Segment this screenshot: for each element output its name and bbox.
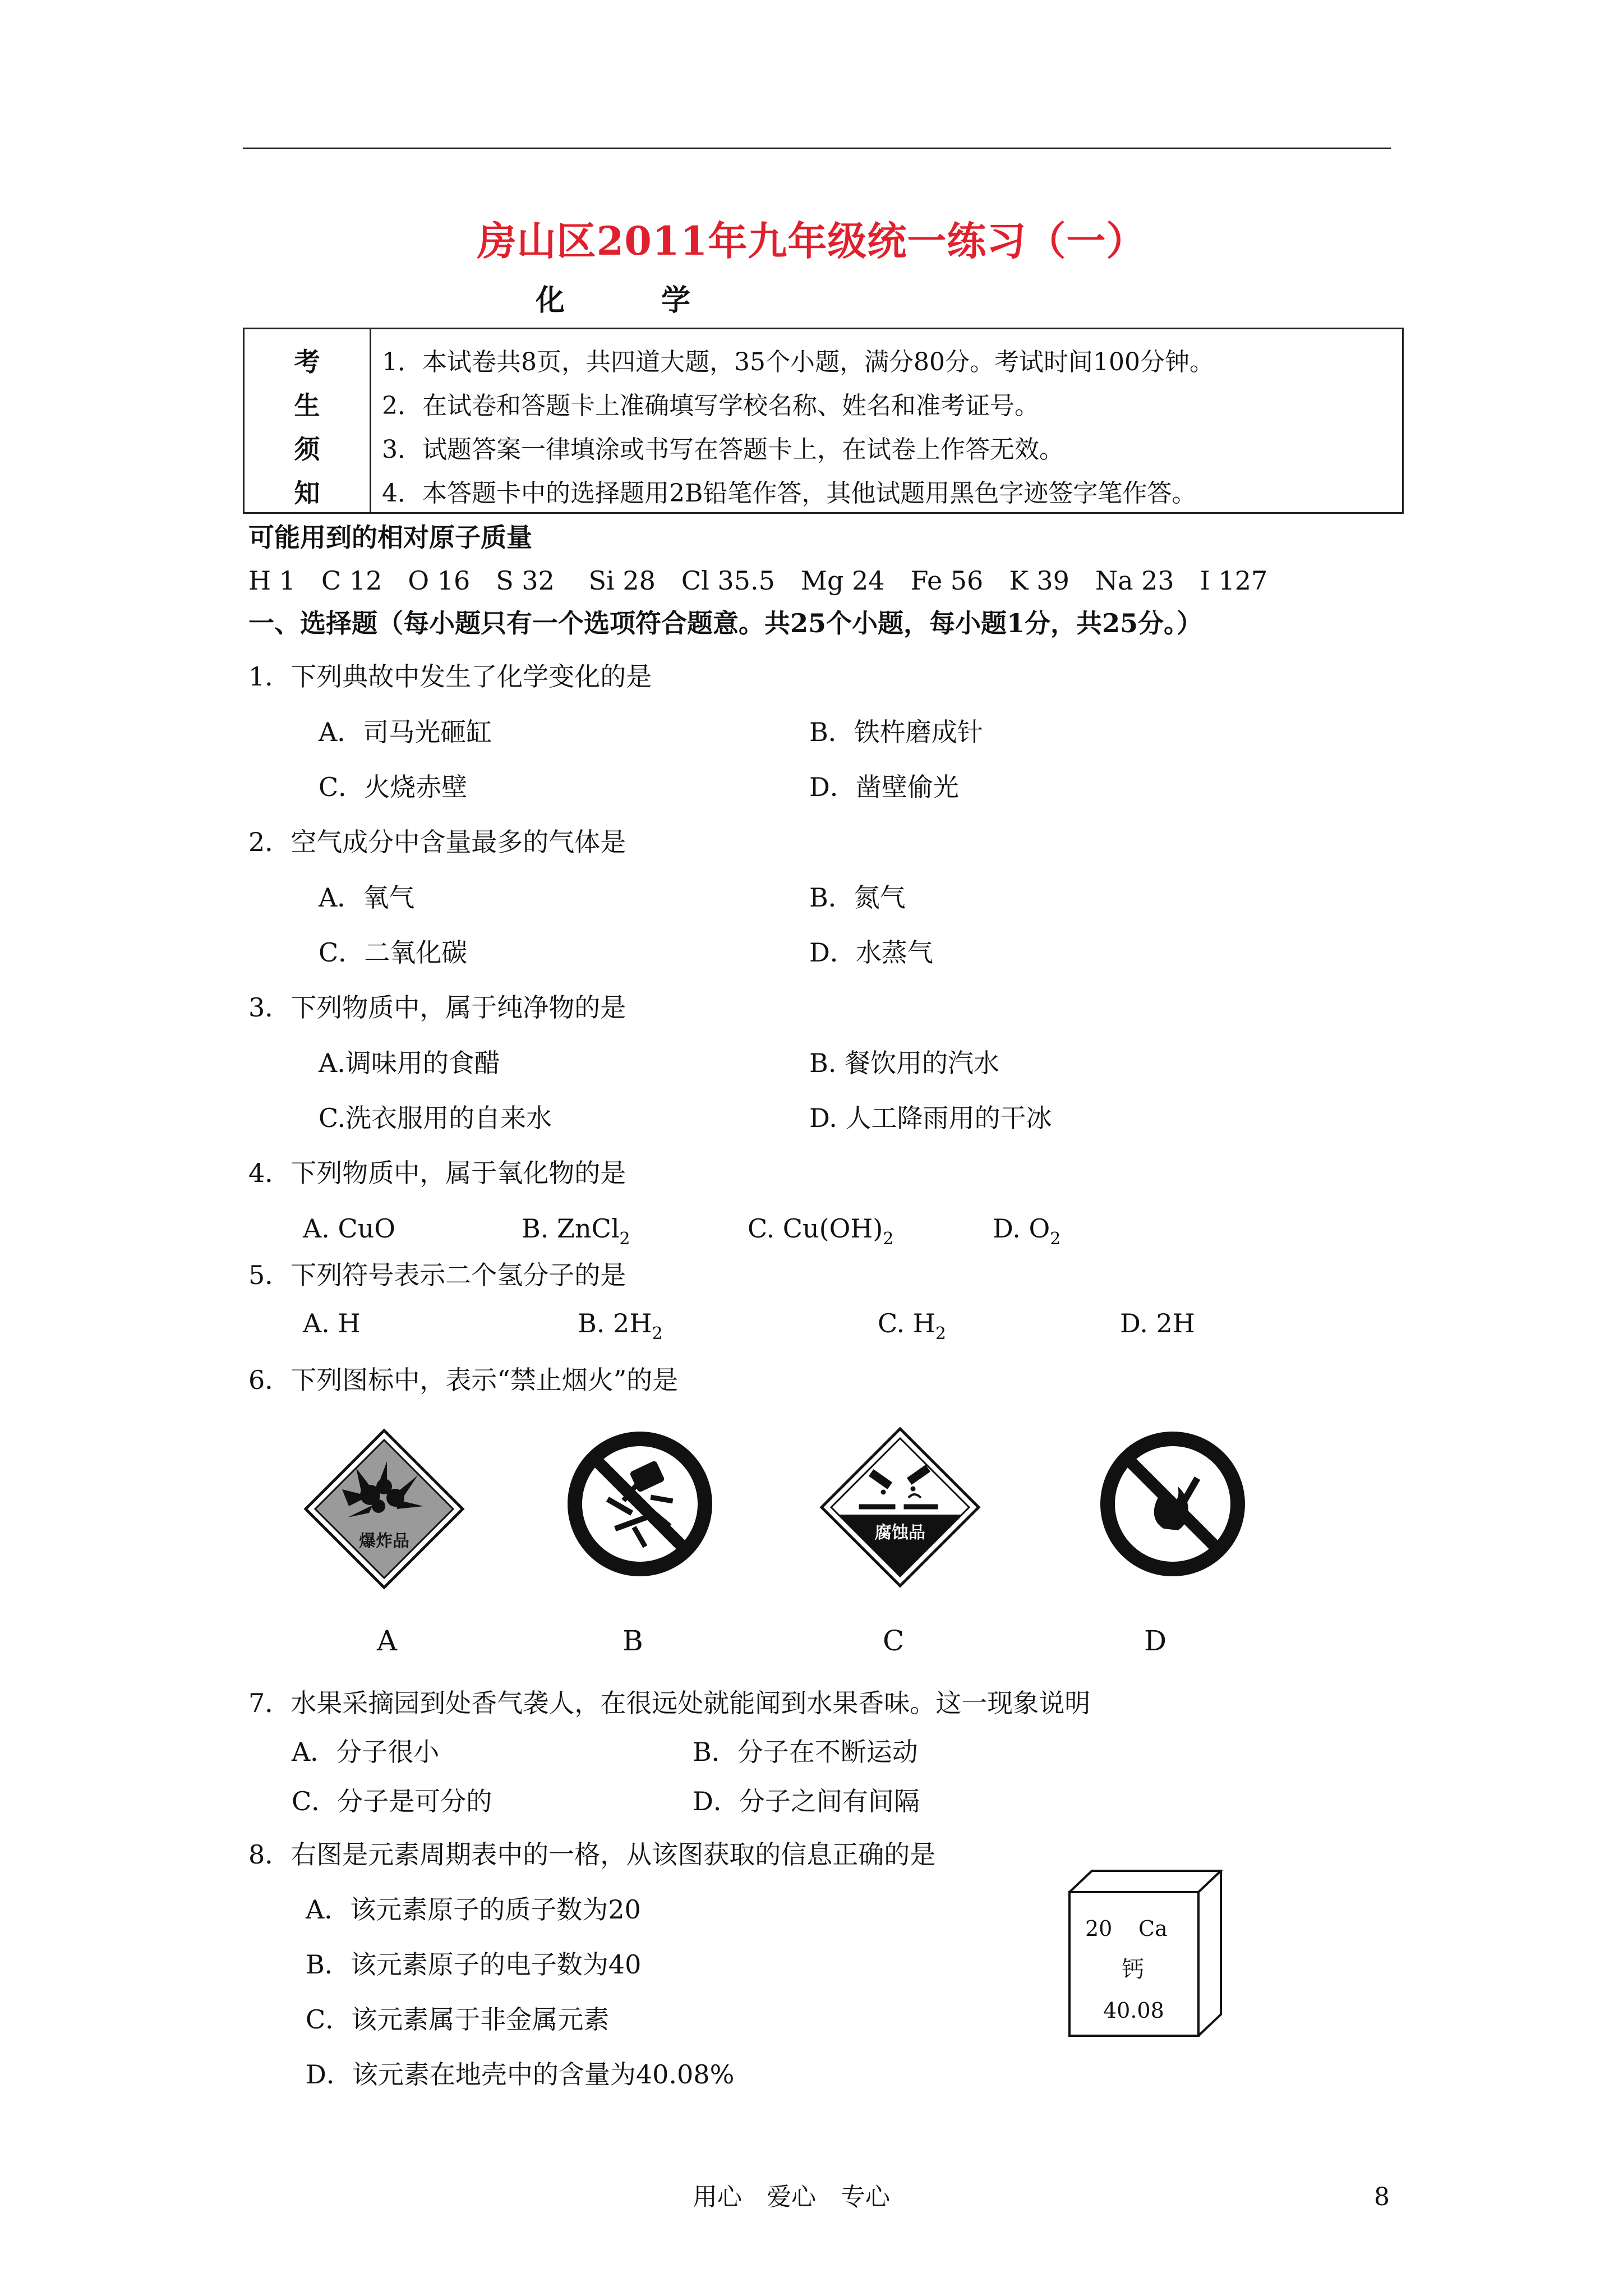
notice-label-char: 须 xyxy=(294,434,320,464)
question-stem: 3．下列物质中，属于纯净物的是 xyxy=(248,992,626,1023)
notice-item: 2．在试卷和答题卡上准确填写学校名称、姓名和准考证号。 xyxy=(382,392,1039,420)
option-b: B．氮气 xyxy=(809,882,906,913)
atomic-mass-list: H 1 C 12 O 16 S 32 Si 28 Cl 35.5 Mg 24 Fe 56 K 39 Na 23 I 127 xyxy=(248,565,1268,596)
sign-label-b: B xyxy=(623,1625,643,1657)
option-c: C．火烧赤壁 xyxy=(319,772,468,802)
option-d: D．水蒸气 xyxy=(809,937,933,968)
option-b: B．分子在不断运动 xyxy=(693,1737,918,1767)
corrosive-hazard-sign xyxy=(819,1426,981,1589)
sign-label-c: C xyxy=(883,1625,905,1657)
option-d: D．该元素在地壳中的含量为40.08% xyxy=(306,2059,735,2090)
option-d: D．凿壁偷光 xyxy=(809,772,959,802)
notice-label-char: 考 xyxy=(294,347,320,377)
notice-label-char: 生 xyxy=(294,390,320,421)
atomic-number: 20 xyxy=(1085,1916,1113,1941)
question-stem: 2．空气成分中含量最多的气体是 xyxy=(248,827,626,857)
question-stem: 5．下列符号表示二个氢分子的是 xyxy=(248,1260,626,1290)
page-title: 房山区2011年九年级统一练习（一） xyxy=(477,218,1146,264)
question-stem: 6．下列图标中，表示“禁止烟火”的是 xyxy=(248,1365,679,1395)
sign-label-d: D xyxy=(1144,1625,1167,1657)
option-b: B．铁杵磨成针 xyxy=(809,717,983,747)
no-open-flame-sign xyxy=(1099,1430,1246,1577)
question-stem: 1．下列典故中发生了化学变化的是 xyxy=(248,661,652,692)
option-c: C．该元素属于非金属元素 xyxy=(306,2004,610,2035)
exam-notice-box xyxy=(243,328,1404,514)
sign-label-a: A xyxy=(377,1625,398,1657)
option-a: A. H xyxy=(303,1308,361,1338)
atomic-mass: 40.08 xyxy=(1103,1998,1164,2023)
no-fireworks-sign xyxy=(566,1430,713,1577)
option-c: C. $H_2$ xyxy=(878,1308,947,1343)
notice-label-char: 知 xyxy=(294,478,320,508)
option-b: B. 餐饮用的汽水 xyxy=(809,1048,1000,1078)
option-c: C. $Cu(OH)_2$ xyxy=(748,1213,894,1249)
option-d: D. 人工降雨用的干冰 xyxy=(809,1103,1052,1133)
option-a: A．司马光砸缸 xyxy=(319,717,492,747)
option-d: D. $O_2$ xyxy=(993,1213,1061,1249)
section-heading: 一、选择题（每小题只有一个选项符合题意。共25个小题，每小题1分，共25分。） xyxy=(248,608,1203,638)
option-b: B. ZnCl$_2$ xyxy=(522,1213,630,1249)
option-b: B．该元素原子的电子数为40 xyxy=(306,1949,642,1980)
option-c: C．二氧化碳 xyxy=(319,937,468,968)
footer-motto: 用心 爱心 专心 xyxy=(693,2183,890,2211)
notice-item: 4．本答题卡中的选择题用2B铅笔作答，其他试题用黑色字迹签字笔作答。 xyxy=(382,479,1197,508)
option-d: D．分子之间有间隔 xyxy=(693,1786,920,1816)
option-c: C.洗衣服用的自来水 xyxy=(319,1103,552,1133)
header-rule xyxy=(243,148,1391,149)
option-a: A．氧气 xyxy=(319,882,415,913)
question-stem: 7．水果采摘园到处香气袭人，在很远处就能闻到水果香味。这一现象说明 xyxy=(248,1688,1091,1718)
notice-label xyxy=(245,329,371,512)
notice-item: 3．试题答案一律填涂或书写在答题卡上，在试卷上作答无效。 xyxy=(382,435,1064,464)
option-c: C．分子是可分的 xyxy=(292,1786,492,1816)
option-a: A. CuO xyxy=(303,1213,395,1244)
sign-a-text: 爆炸品 xyxy=(359,1531,409,1551)
notice-item: 1．本试卷共8页，共四道大题，35个小题，满分80分。考试时间100分钟。 xyxy=(382,348,1214,376)
element-symbol: Ca xyxy=(1138,1916,1168,1941)
option-d: D. 2H xyxy=(1120,1308,1195,1338)
option-a: A．该元素原子的质子数为20 xyxy=(306,1894,641,1925)
page-number: 8 xyxy=(1374,2183,1390,2211)
atomic-mass-heading: 可能用到的相对原子质量 xyxy=(248,522,532,553)
option-a: A．分子很小 xyxy=(292,1737,440,1767)
option-a: A.调味用的食醋 xyxy=(319,1048,500,1078)
element-name: 钙 xyxy=(1122,1957,1144,1982)
option-b: B. $2H_2$ xyxy=(578,1308,663,1343)
question-stem: 4．下列物质中，属于氧化物的是 xyxy=(248,1158,626,1188)
subject-title: 化 学 xyxy=(536,283,725,318)
explosive-hazard-sign xyxy=(303,1428,465,1590)
sign-c-text: 腐蚀品 xyxy=(875,1523,925,1543)
question-stem: 8．右图是元素周期表中的一格，从该图获取的信息正确的是 xyxy=(248,1839,936,1870)
